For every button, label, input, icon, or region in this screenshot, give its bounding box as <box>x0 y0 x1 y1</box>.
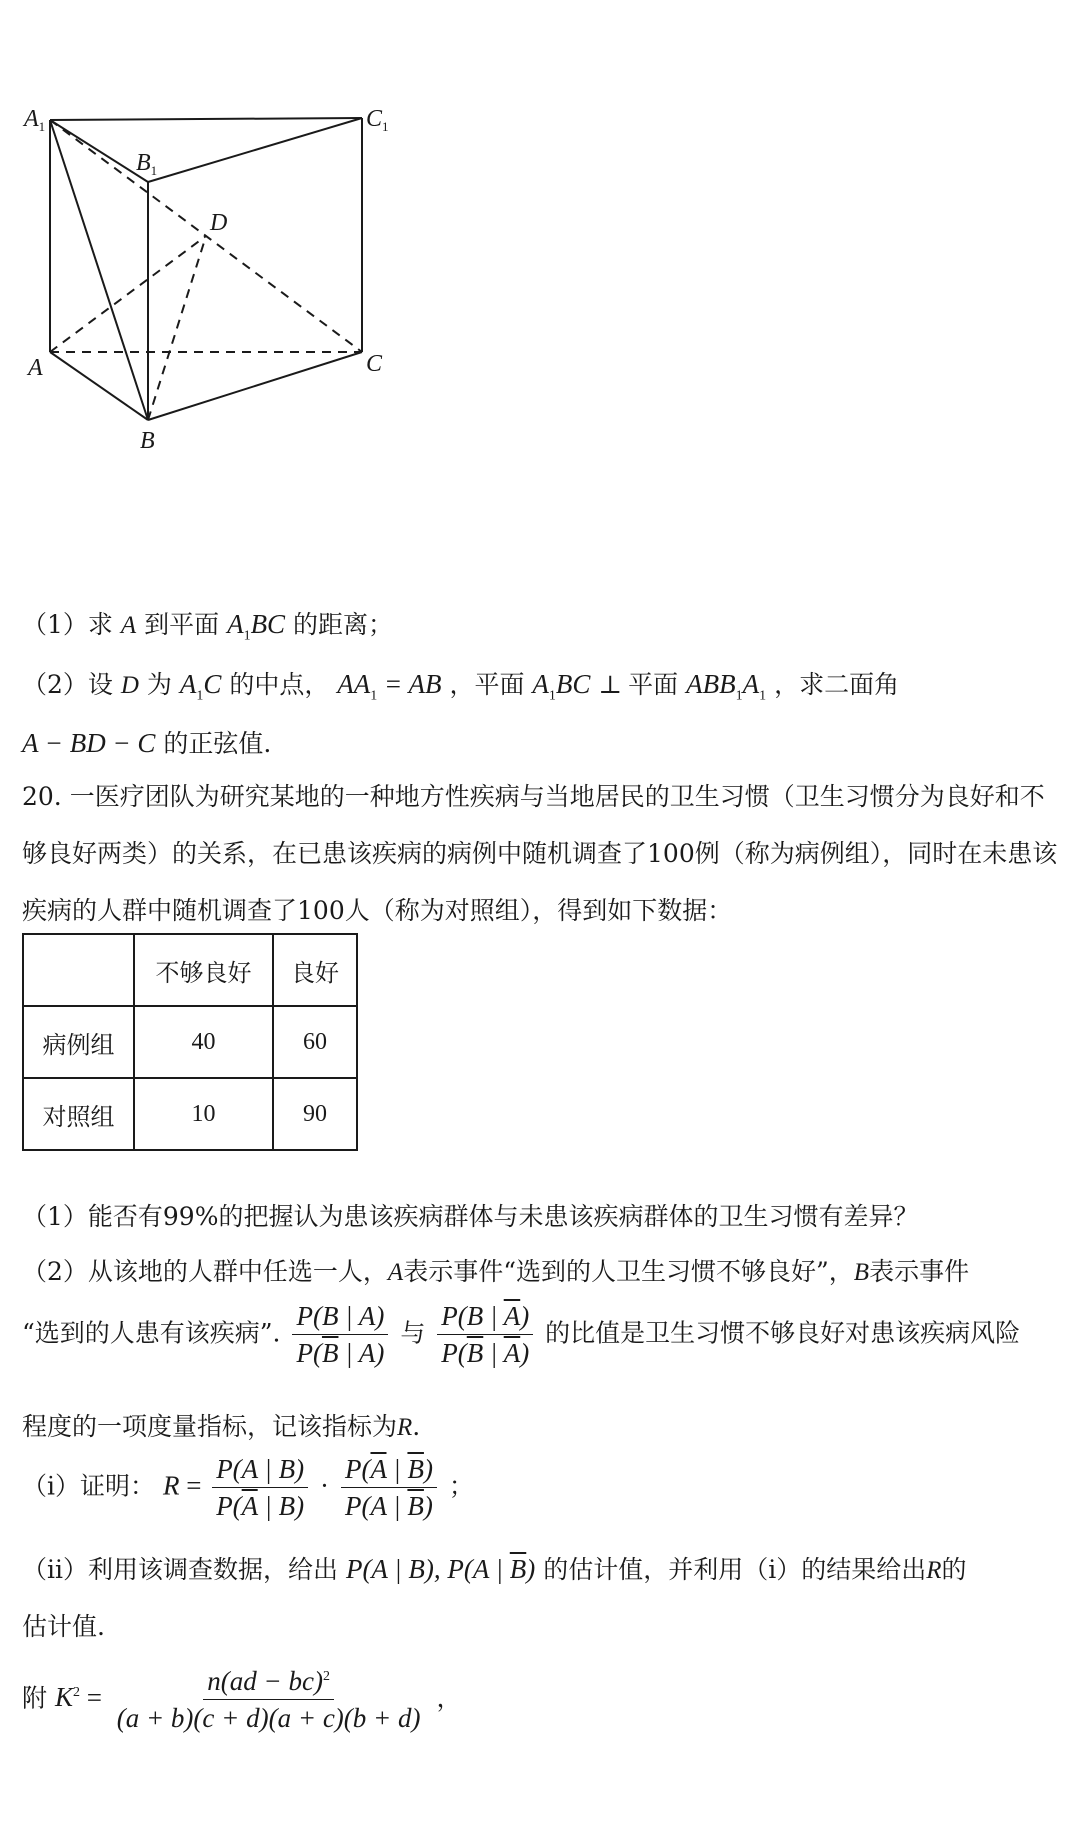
table-row <box>23 1006 357 1078</box>
table-row-label: 对照组 <box>23 1078 134 1150</box>
q20-part2-degree: 程度的一项度量指标，记该指标为R. <box>22 1412 421 1441</box>
fraction-4: $\frac{P(\overline{A} | \overline{B})}{P(A | \overline{B})}$ <box>341 1453 437 1523</box>
prism-figure <box>0 100 500 540</box>
table-cell: 90 <box>273 1078 357 1150</box>
table-row <box>23 1078 357 1150</box>
q20-part2: （2）从该地的人群中任选一人，A表示事件“选到的人卫生习惯不够良好”，B表示事件 <box>22 1257 970 1286</box>
q20-sub-i: （ⅰ）证明： R = $\frac{P(A | B)}{P(\overline{A} | B)}$ · $\frac{P(\overline{A} | \overline{B})}{P(A | \overline{B})}$ ； <box>22 1454 474 1522</box>
label-c: C <box>366 351 383 377</box>
edge-a-d <box>50 236 206 352</box>
q19-part2-cont: A − BD − C 的正弦值. <box>22 728 272 758</box>
fraction-1: $\frac{P(B | A)}{P(\overline{B} | A)}$ <box>292 1300 388 1370</box>
q20-part1: （1）能否有99%的把握认为患该疾病群体与未患该疾病群体的卫生习惯有差异？ <box>22 1202 919 1231</box>
table-header-cell <box>23 934 134 1006</box>
table-cell: 10 <box>134 1078 273 1150</box>
edge-a1-b <box>50 120 148 420</box>
edge-b-d <box>148 236 206 420</box>
table-header-row <box>23 934 357 1006</box>
table-header-cell: 良好 <box>273 934 357 1006</box>
k-squared-fraction: $\frac{n(ad - bc)^2}{(a + b)(c + d)(a + c)(b + d)}$ <box>116 1666 421 1734</box>
q20-sub-ii: （ⅱ）利用该调查数据，给出 P(A | B), P(A | $\overline{B}$) 的估计值，并利用（ⅰ）的结果给出R的 <box>22 1554 967 1584</box>
edge-b-c <box>148 352 362 420</box>
edge-b1-c1 <box>148 118 362 182</box>
q20-sub-ii-cont: 估计值. <box>22 1612 105 1641</box>
q19-part2: （2）设 D 为 $A_1C$ 的中点， $AA_1$ = AB ，平面 $A_1BC$ ⊥ 平面 $ABB_1A_1$ ，求二面角 <box>22 669 900 704</box>
label-c1: $C_1$ <box>366 106 389 134</box>
appendix-formula: 附 $K^2$ = $\frac{n(ad - bc)^2}{(a + b)(c + d)(a + c)(b + d)}$ ， <box>22 1666 462 1734</box>
q19-part1: （1）求 A 到平面 $A_1BC$ 的距离； <box>22 609 394 644</box>
label-b: B <box>140 428 155 454</box>
fraction-3: $\frac{P(A | B)}{P(\overline{A} | B)}$ <box>212 1453 308 1523</box>
q20-intro: 20. 一医疗团队为研究某地的一种地方性疾病与当地居民的卫生习惯（卫生习惯分为良好和不够良好两类）的关系，在已患该疾病的病例中随机调查了100例（称为病例组），同时在未患该疾病的人群中随机调查了100人（称为对照组），得到如下数据： <box>22 782 1058 925</box>
edge-a1-c1 <box>50 118 362 120</box>
table-cell: 60 <box>273 1006 357 1078</box>
label-d: D <box>210 210 228 236</box>
data-table <box>22 933 358 1151</box>
q20-part2-ratio: “选到的人患有该疾病”. $\frac{P(B | A)}{P(\overline{B} | A)}$ 与 $\frac{P(B | \overline{A})}{P(\overline{B} | \overline{A})}$ 的比值是卫生习惯不够良好对患该疾病风险 <box>22 1301 1021 1369</box>
edge-a1-b1 <box>50 120 148 182</box>
table-row-label: 病例组 <box>23 1006 134 1078</box>
label-a1: $A_1$ <box>24 106 46 134</box>
label-b1: $B_1$ <box>136 150 158 178</box>
table-header-cell: 不够良好 <box>134 934 273 1006</box>
label-a: A <box>28 355 43 381</box>
edge-a-b <box>50 352 148 420</box>
fraction-2: $\frac{P(B | \overline{A})}{P(\overline{B} | \overline{A})}$ <box>437 1300 533 1370</box>
table-cell: 40 <box>134 1006 273 1078</box>
